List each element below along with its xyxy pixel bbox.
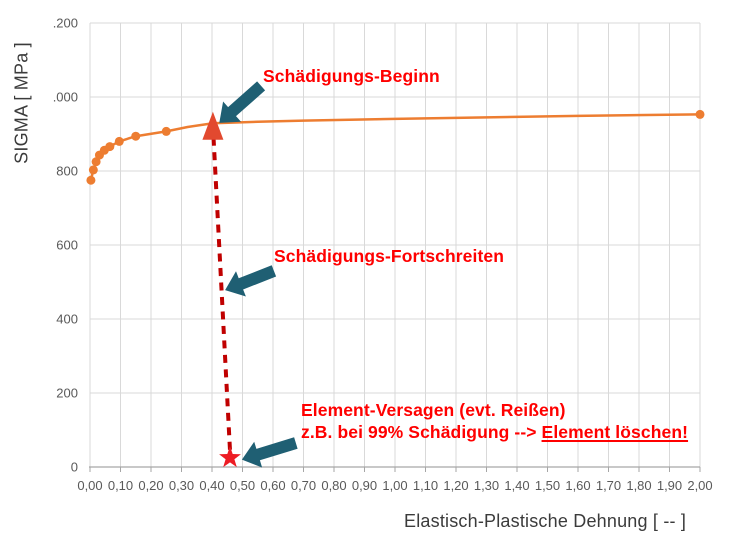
x-tick-label: 1,60: [565, 478, 591, 493]
data-point-marker: [162, 127, 171, 136]
annotation-damage-begin: Schädigungs-Beginn: [263, 66, 440, 86]
damage-progress-arrow-icon: [225, 265, 276, 296]
x-tick-label: 1,70: [595, 478, 622, 493]
x-tick-label: 2,00: [687, 478, 713, 493]
annotation-failure-line2: [301, 422, 688, 444]
x-tick-label: 1,80: [626, 478, 652, 493]
x-tick-label: 1,20: [443, 478, 469, 493]
data-point-marker: [131, 132, 140, 141]
failure-arrow-icon: [242, 437, 298, 467]
x-tick-label: 0,50: [229, 478, 256, 493]
annotation-element-failure: [301, 400, 688, 443]
x-tick-label: 1,50: [534, 478, 561, 493]
failure-line2-underlined: Element löschen!: [541, 421, 689, 442]
x-tick-label: 0,90: [351, 478, 378, 493]
annotation-damage-progress: Schädigungs-Fortschreiten: [274, 246, 505, 266]
x-tick-label: 1,90: [656, 478, 683, 493]
failure-line2-prefix: z.B. bei 99% Schädigung -->: [301, 421, 542, 442]
damage-begin-triangle-marker: [202, 112, 223, 140]
x-tick-label: 1,00: [382, 478, 408, 493]
y-tick-label: 800: [56, 163, 78, 179]
x-tick-label: 0,60: [260, 478, 286, 493]
y-axis-title: SIGMA [ MPa ]: [11, 42, 32, 164]
y-tick-label: 400: [56, 311, 78, 327]
x-tick-label: 0,20: [138, 478, 164, 493]
y-tick-label: 200: [56, 385, 78, 401]
x-tick-label: 0,40: [199, 478, 225, 493]
data-point-marker: [105, 142, 114, 151]
x-tick-label: 0,30: [168, 478, 195, 493]
x-tick-label: 0,70: [290, 478, 317, 493]
x-tick-label: 0,10: [107, 478, 134, 493]
y-tick-label: 0: [70, 459, 78, 475]
x-tick-label: 1,10: [412, 478, 439, 493]
y-tick-label: 600: [56, 237, 78, 253]
y-tick-label: .000: [52, 89, 78, 105]
data-point-marker: [115, 137, 124, 146]
element-failure-star-marker: [219, 446, 241, 467]
x-tick-label: 0,00: [77, 478, 103, 493]
x-tick-label: 0,80: [321, 478, 347, 493]
data-point-marker: [696, 110, 705, 119]
x-tick-label: 1,30: [473, 478, 500, 493]
x-axis-title: Elastisch-Plastische Dehnung [ -- ]: [404, 511, 687, 531]
damage-progress-dashed-line: [214, 138, 230, 451]
data-point-marker: [89, 165, 98, 174]
y-tick-label: .200: [52, 15, 78, 31]
x-tick-label: 1,40: [504, 478, 530, 493]
data-point-marker: [86, 176, 95, 185]
annotation-failure-line1: Element-Versagen (evt. Reißen): [301, 400, 566, 420]
